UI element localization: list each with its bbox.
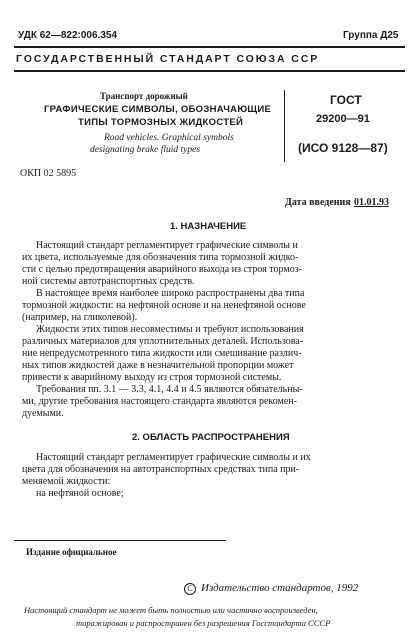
section-1-heading: 1. НАЗНАЧЕНИЕ <box>170 221 247 232</box>
text-line: различных материалов для уплотнительных деталей. Использова- <box>22 336 304 347</box>
gost-label: ГОСТ <box>330 93 362 107</box>
udk-code: УДК 62—822:006.354 <box>18 30 118 41</box>
copyright-icon: C <box>184 583 196 595</box>
standard-banner: ГОСУДАРСТВЕННЫЙ СТАНДАРТ СОЮЗА ССР <box>16 53 320 65</box>
english-title-line-1: Road vehicles. Graphical symbols <box>104 133 234 143</box>
text-line: Жидкости этих типов несовместимы и требуют использования <box>36 324 304 335</box>
text-line: дуемыми. <box>22 408 64 419</box>
intro-date-value: 01.01.93 <box>354 197 389 208</box>
iso-reference: (ИСО 9128—87) <box>298 141 388 155</box>
section-1-paragraph-2 <box>22 288 398 324</box>
top-rule <box>14 46 405 48</box>
text-line: (например, на гликолевой). <box>22 312 138 323</box>
text-line: сти с целью предотвращения аварийного выхода из строя тормоз- <box>22 264 303 275</box>
text-line: Требования пп. 3.1 — 3.3, 4.1, 4.4 и 4.5 являются обязательны- <box>36 384 303 395</box>
gost-number: 29200—91 <box>316 113 370 125</box>
okp-code: ОКП 02 5895 <box>20 168 77 179</box>
text-line: ми, другие требования настоящего стандарта являются рекомен- <box>22 396 297 407</box>
list-item: на нефтяной основе; <box>36 488 124 499</box>
text-line: ной системы автотранспортных средств. <box>22 276 195 287</box>
category-label: Транспорт дорожный <box>100 91 188 101</box>
text-line: цвета для обозначения на автотранспортных средствах типа при- <box>22 464 300 475</box>
title-line-2: ТИПЫ ТОРМОЗНЫХ ЖИДКОСТЕЙ <box>78 117 244 128</box>
section-2-heading: 2. ОБЛАСТЬ РАСПРОСТРАНЕНИЯ <box>132 432 290 443</box>
english-title-line-2: designating brake fluid types <box>90 145 201 155</box>
footer-rule <box>14 540 226 541</box>
section-2-paragraph-1 <box>22 452 398 500</box>
text-line: ние непредусмотренного типа жидкости или смешивание различ- <box>22 348 302 359</box>
official-edition-label: Издание официальное <box>26 547 117 557</box>
section-1-paragraph-3 <box>22 324 398 384</box>
banner-rule <box>14 70 405 72</box>
text-line: Настоящий стандарт регламентирует графические символы и их <box>36 452 311 463</box>
reproduction-notice-line-1: Настоящий стандарт не может быть полностью или частично воспроизведен, <box>24 605 318 615</box>
reproduction-notice-line-2: тиражирован и распространен без разрешения Госстандарта СССР <box>76 618 331 628</box>
text-line: ных типов жидкостей даже в незначительной пропорции может <box>22 360 294 371</box>
title-line-1: ГРАФИЧЕСКИЕ СИМВОЛЫ, ОБОЗНАЧАЮЩИЕ <box>44 104 272 115</box>
text-line: В настоящее время наиболее широко распространены два типа <box>36 288 305 299</box>
text-line: меняемой жидкости: <box>22 476 111 487</box>
section-1-paragraph-4 <box>22 384 398 420</box>
section-1-paragraph-1 <box>22 240 398 288</box>
copyright-text: Издательство стандартов, 1992 <box>201 582 359 594</box>
title-divider <box>284 90 285 162</box>
text-line: привести к аварийному выходу из строя тормозной системы. <box>22 372 282 383</box>
group-code: Группа Д25 <box>343 30 399 41</box>
intro-date-label: Дата введения <box>285 197 351 208</box>
text-line: тормозной жидкости: на нефтяной основе и на ненефтяной основе <box>22 300 306 311</box>
text-line: их цвета, используемые для обозначения типа тормозной жидко- <box>22 252 299 263</box>
text-line: Настоящий стандарт регламентирует графические символы и <box>36 240 298 251</box>
